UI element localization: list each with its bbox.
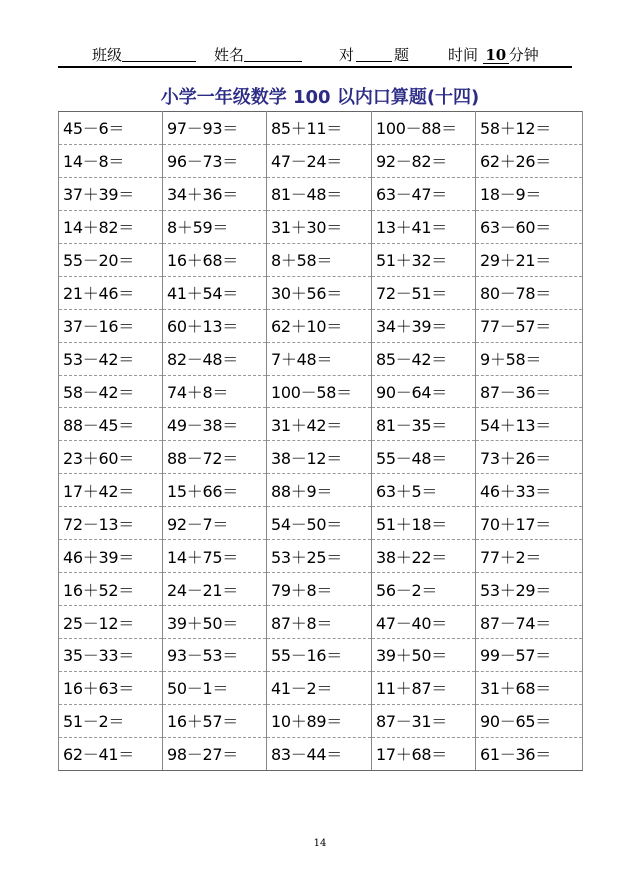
problem-cell: 87－31＝ (372, 704, 476, 737)
problem-row (59, 177, 583, 210)
problem-cell: 15＋66＝ (163, 474, 267, 507)
problem-cell: 79＋8＝ (267, 573, 372, 606)
name-blank[interactable] (244, 46, 302, 62)
problem-cell: 53＋25＝ (267, 540, 372, 573)
questions-label: 题 (394, 46, 410, 64)
problem-cell: 17＋68＝ (372, 737, 476, 770)
problem-cell: 62－41＝ (59, 737, 163, 770)
problem-cell: 8＋59＝ (163, 210, 267, 243)
name-field (214, 44, 302, 65)
problem-cell: 88－72＝ (163, 441, 267, 474)
problem-cell: 70＋17＝ (476, 507, 583, 540)
problem-row (59, 573, 583, 606)
problem-cell: 9＋58＝ (476, 342, 583, 375)
problem-cell: 77＋2＝ (476, 540, 583, 573)
problem-cell: 85－42＝ (372, 342, 476, 375)
problem-grid (58, 111, 583, 771)
problem-cell: 61－36＝ (476, 737, 583, 770)
class-label: 班级 (92, 46, 123, 64)
problem-cell: 7＋48＝ (267, 342, 372, 375)
problem-row (59, 507, 583, 540)
problem-row (59, 639, 583, 672)
score-blank[interactable] (356, 46, 392, 62)
problem-row (59, 309, 583, 342)
problem-cell: 81－35＝ (372, 408, 476, 441)
problem-cell: 85＋11＝ (267, 112, 372, 145)
name-label: 姓名 (214, 46, 245, 64)
problem-cell: 10＋89＝ (267, 704, 372, 737)
problem-cell: 63－60＝ (476, 210, 583, 243)
problem-row (59, 408, 583, 441)
problem-cell: 51－2＝ (59, 704, 163, 737)
problem-row (59, 704, 583, 737)
problem-cell: 96－73＝ (163, 144, 267, 177)
problem-cell: 72－51＝ (372, 276, 476, 309)
problem-cell: 82－48＝ (163, 342, 267, 375)
problem-cell: 39＋50＝ (163, 606, 267, 639)
problem-cell: 25－12＝ (59, 606, 163, 639)
problem-cell: 37－16＝ (59, 309, 163, 342)
problem-cell: 100－88＝ (372, 112, 476, 145)
problem-cell: 77－57＝ (476, 309, 583, 342)
problem-row (59, 342, 583, 375)
problem-cell: 38－12＝ (267, 441, 372, 474)
problem-cell: 73＋26＝ (476, 441, 583, 474)
problem-row (59, 210, 583, 243)
problem-cell: 55－48＝ (372, 441, 476, 474)
problem-cell: 53－42＝ (59, 342, 163, 375)
problem-cell: 29＋21＝ (476, 243, 583, 276)
problem-cell: 87＋8＝ (267, 606, 372, 639)
correct-label: 对 (339, 46, 355, 64)
problem-row (59, 540, 583, 573)
problem-cell: 87－36＝ (476, 375, 583, 408)
problem-cell: 90－65＝ (476, 704, 583, 737)
problem-cell: 74＋8＝ (163, 375, 267, 408)
problem-cell: 88－45＝ (59, 408, 163, 441)
problem-cell: 93－53＝ (163, 639, 267, 672)
problem-cell: 62＋10＝ (267, 309, 372, 342)
time-field (448, 44, 539, 65)
problem-cell: 92－7＝ (163, 507, 267, 540)
problem-cell: 49－38＝ (163, 408, 267, 441)
problem-cell: 53＋29＝ (476, 573, 583, 606)
problem-cell: 56－2＝ (372, 573, 476, 606)
problem-cell: 34＋36＝ (163, 177, 267, 210)
problem-row (59, 276, 583, 309)
problem-cell: 58＋12＝ (476, 112, 583, 145)
problem-cell: 60＋13＝ (163, 309, 267, 342)
problem-cell: 39＋50＝ (372, 639, 476, 672)
problem-cell: 47－24＝ (267, 144, 372, 177)
class-field (92, 44, 196, 65)
problem-cell: 14＋82＝ (59, 210, 163, 243)
problem-cell: 23＋60＝ (59, 441, 163, 474)
problem-cell: 97－93＝ (163, 112, 267, 145)
problem-cell: 98－27＝ (163, 737, 267, 770)
problem-cell: 31＋30＝ (267, 210, 372, 243)
problem-cell: 54－50＝ (267, 507, 372, 540)
problem-cell: 46＋39＝ (59, 540, 163, 573)
problem-cell: 62＋26＝ (476, 144, 583, 177)
problem-cell: 90－64＝ (372, 375, 476, 408)
problem-cell: 45－6＝ (59, 112, 163, 145)
problem-cell: 50－1＝ (163, 671, 267, 704)
time-value: 10 (483, 47, 509, 64)
worksheet-header (58, 40, 572, 68)
problem-cell: 63＋5＝ (372, 474, 476, 507)
problem-cell: 100－58＝ (267, 375, 372, 408)
problem-cell: 54＋13＝ (476, 408, 583, 441)
problem-cell: 37＋39＝ (59, 177, 163, 210)
problem-row (59, 737, 583, 770)
problem-cell: 55－20＝ (59, 243, 163, 276)
problem-cell: 41－2＝ (267, 671, 372, 704)
problem-cell: 51＋32＝ (372, 243, 476, 276)
problem-cell: 13＋41＝ (372, 210, 476, 243)
problem-cell: 63－47＝ (372, 177, 476, 210)
problem-cell: 51＋18＝ (372, 507, 476, 540)
problem-cell: 16＋68＝ (163, 243, 267, 276)
time-label: 时间 (448, 46, 479, 64)
problem-cell: 83－44＝ (267, 737, 372, 770)
problem-cell: 80－78＝ (476, 276, 583, 309)
problem-cell: 87－74＝ (476, 606, 583, 639)
problem-cell: 99－57＝ (476, 639, 583, 672)
problem-cell: 31＋42＝ (267, 408, 372, 441)
problem-cell: 24－21＝ (163, 573, 267, 606)
problem-cell: 17＋42＝ (59, 474, 163, 507)
problem-row (59, 144, 583, 177)
problem-cell: 41＋54＝ (163, 276, 267, 309)
problem-cell: 16＋63＝ (59, 671, 163, 704)
problem-cell: 46＋33＝ (476, 474, 583, 507)
problem-cell: 31＋68＝ (476, 671, 583, 704)
problem-cell: 14＋75＝ (163, 540, 267, 573)
page-number: 14 (313, 838, 327, 849)
problem-cell: 30＋56＝ (267, 276, 372, 309)
problem-cell: 88＋9＝ (267, 474, 372, 507)
worksheet-title: 小学一年级数学 100 以内口算题(十四) (160, 87, 480, 108)
problem-cell: 92－82＝ (372, 144, 476, 177)
problem-cell: 35－33＝ (59, 639, 163, 672)
problem-cell: 16＋52＝ (59, 573, 163, 606)
problem-cell: 58－42＝ (59, 375, 163, 408)
problem-row (59, 243, 583, 276)
score-field (339, 44, 409, 65)
problem-row (59, 112, 583, 145)
problem-row (59, 375, 583, 408)
problem-cell: 8＋58＝ (267, 243, 372, 276)
problem-row (59, 474, 583, 507)
problem-cell: 81－48＝ (267, 177, 372, 210)
problem-cell: 47－40＝ (372, 606, 476, 639)
problem-cell: 38＋22＝ (372, 540, 476, 573)
problem-cell: 18－9＝ (476, 177, 583, 210)
problem-cell: 11＋87＝ (372, 671, 476, 704)
minutes-label: 分钟 (508, 46, 539, 64)
problem-cell: 21＋46＝ (59, 276, 163, 309)
problem-cell: 34＋39＝ (372, 309, 476, 342)
problem-row (59, 441, 583, 474)
class-blank[interactable] (122, 46, 196, 62)
problem-row (59, 671, 583, 704)
problem-row (59, 606, 583, 639)
problem-cell: 16＋57＝ (163, 704, 267, 737)
problem-cell: 72－13＝ (59, 507, 163, 540)
problem-cell: 55－16＝ (267, 639, 372, 672)
problem-cell: 14－8＝ (59, 144, 163, 177)
